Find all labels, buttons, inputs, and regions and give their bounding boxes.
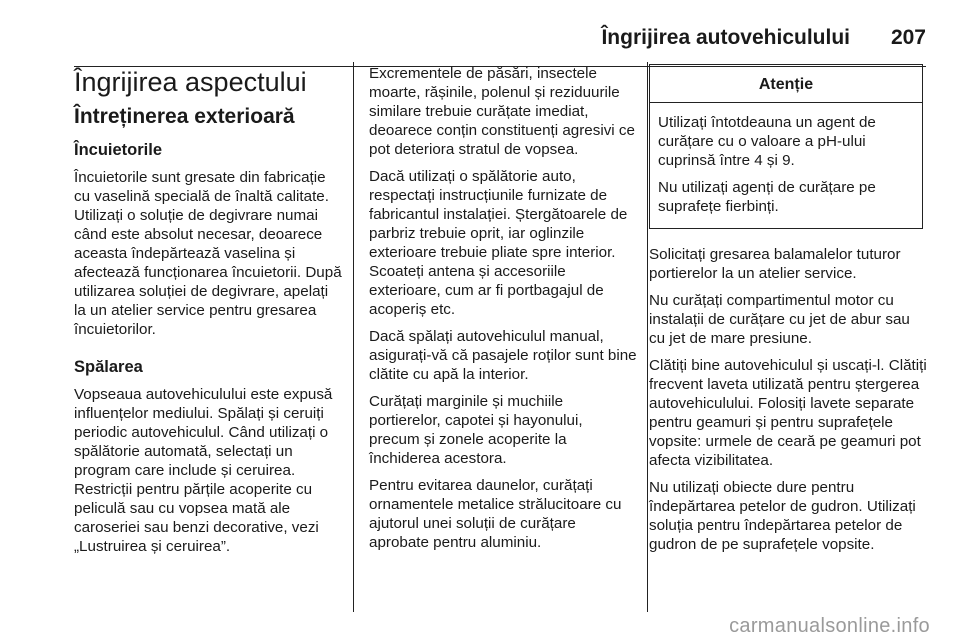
column-middle <box>369 64 637 560</box>
locks-heading: Încuietorile <box>74 141 163 159</box>
washing-paragraph: Vopseaua autovehiculului este expusă influențelor mediului. Spălați și ceruiți periodic autovehiculul. Când utilizați o spălătorie automată, selectați un program care include și ceruirea. Restricții pentru părțile acoperite cu peliculă sau cu vopsea mată ale caroseriei sau benzi decorative, vezi „Lustruirea și ceruirea”. <box>74 386 333 555</box>
paragraph: Excrementele de păsări, insectele moarte, rășinile, polenul și reziduurile similare trebuie curățate imediat, deoarece conțin constituenți agresivi ce pot deteriora stratul de vopsea. <box>369 65 635 158</box>
chapter-title: Îngrijirea autovehiculului <box>601 26 850 49</box>
watermark: carmanualsonline.info <box>729 615 930 637</box>
notice-box <box>649 64 923 229</box>
notice-paragraph: Nu utilizați agenți de curățare pe suprafețe fierbinți. <box>658 179 876 215</box>
washing-heading: Spălarea <box>74 358 143 376</box>
locks-paragraph: Încuietorile sunt gresate din fabricație cu vaselină specială de înaltă calitate. Utilizați o soluție de degivrare numai când este absolut necesar, deoarece aceasta îndepărtează vaselina și afectează funcționarea încuietorii. După utilizarea soluției de degivrare, apelați la un atelier service pentru gresarea încuietorilor. <box>74 169 342 338</box>
paragraph: Nu utilizați obiecte dure pentru îndepărtarea petelor de gudron. Utilizați soluția pentru îndepărtarea petelor de gudron de pe suprafețele vopsite. <box>649 479 916 553</box>
column-divider-2 <box>647 62 648 612</box>
notice-paragraph: Utilizați întotdeauna un agent de curățare cu o valoare a pH-ului cuprinsă între 4 și 9. <box>658 114 876 169</box>
paragraph: Pentru evitarea daunelor, curățați ornamentele metalice strălucitoare cu ajutorul unei soluții de curățare aprobate pentru aluminiu. <box>369 477 622 551</box>
section-subtitle: Întreținerea exterioară <box>74 105 295 128</box>
paragraph: Curățați marginile și muchiile portierelor, capotei și hayonului, precum și zonele acoperite la închiderea acestora. <box>369 393 583 467</box>
page-number: 207 <box>890 26 926 49</box>
paragraph: Nu curățați compartimentul motor cu instalații de curățare cu jet de abur sau cu jet de mare presiune. <box>649 292 910 347</box>
notice-title: Atenție <box>650 65 922 103</box>
page-header <box>0 18 960 58</box>
section-title: Îngrijirea aspectului <box>74 67 307 97</box>
paragraph: Solicitați gresarea balamalelor tuturor portierelor la un atelier service. <box>649 246 901 282</box>
paragraph: Clătiți bine autovehiculul și uscați-l. Clătiți frecvent laveta utilizată pentru ștergerea autovehiculului. Folosiți lavete separate pentru geamuri și pentru suprafețele vopsite: urmele de ceară pe geamuri pot afecta vizibilitatea. <box>649 357 927 469</box>
notice-body <box>650 103 922 228</box>
paragraph: Dacă spălați autovehiculul manual, asigurați-vă că pasajele roților sunt bine clătite cu apă la interior. <box>369 328 637 383</box>
column-left <box>74 60 344 564</box>
paragraph: Dacă utilizați o spălătorie auto, respectați instrucțiunile furnizate de fabricantul instalației. Ștergătoarele de parbriz trebuie oprit, iar oglinzile exterioare trebuie pliate spre interior. Scoateți antena și accesoriile exterioare, cum ar fi portbagajul de acoperiș etc. <box>369 168 628 318</box>
column-right <box>649 64 927 562</box>
column-divider-1 <box>353 62 354 612</box>
